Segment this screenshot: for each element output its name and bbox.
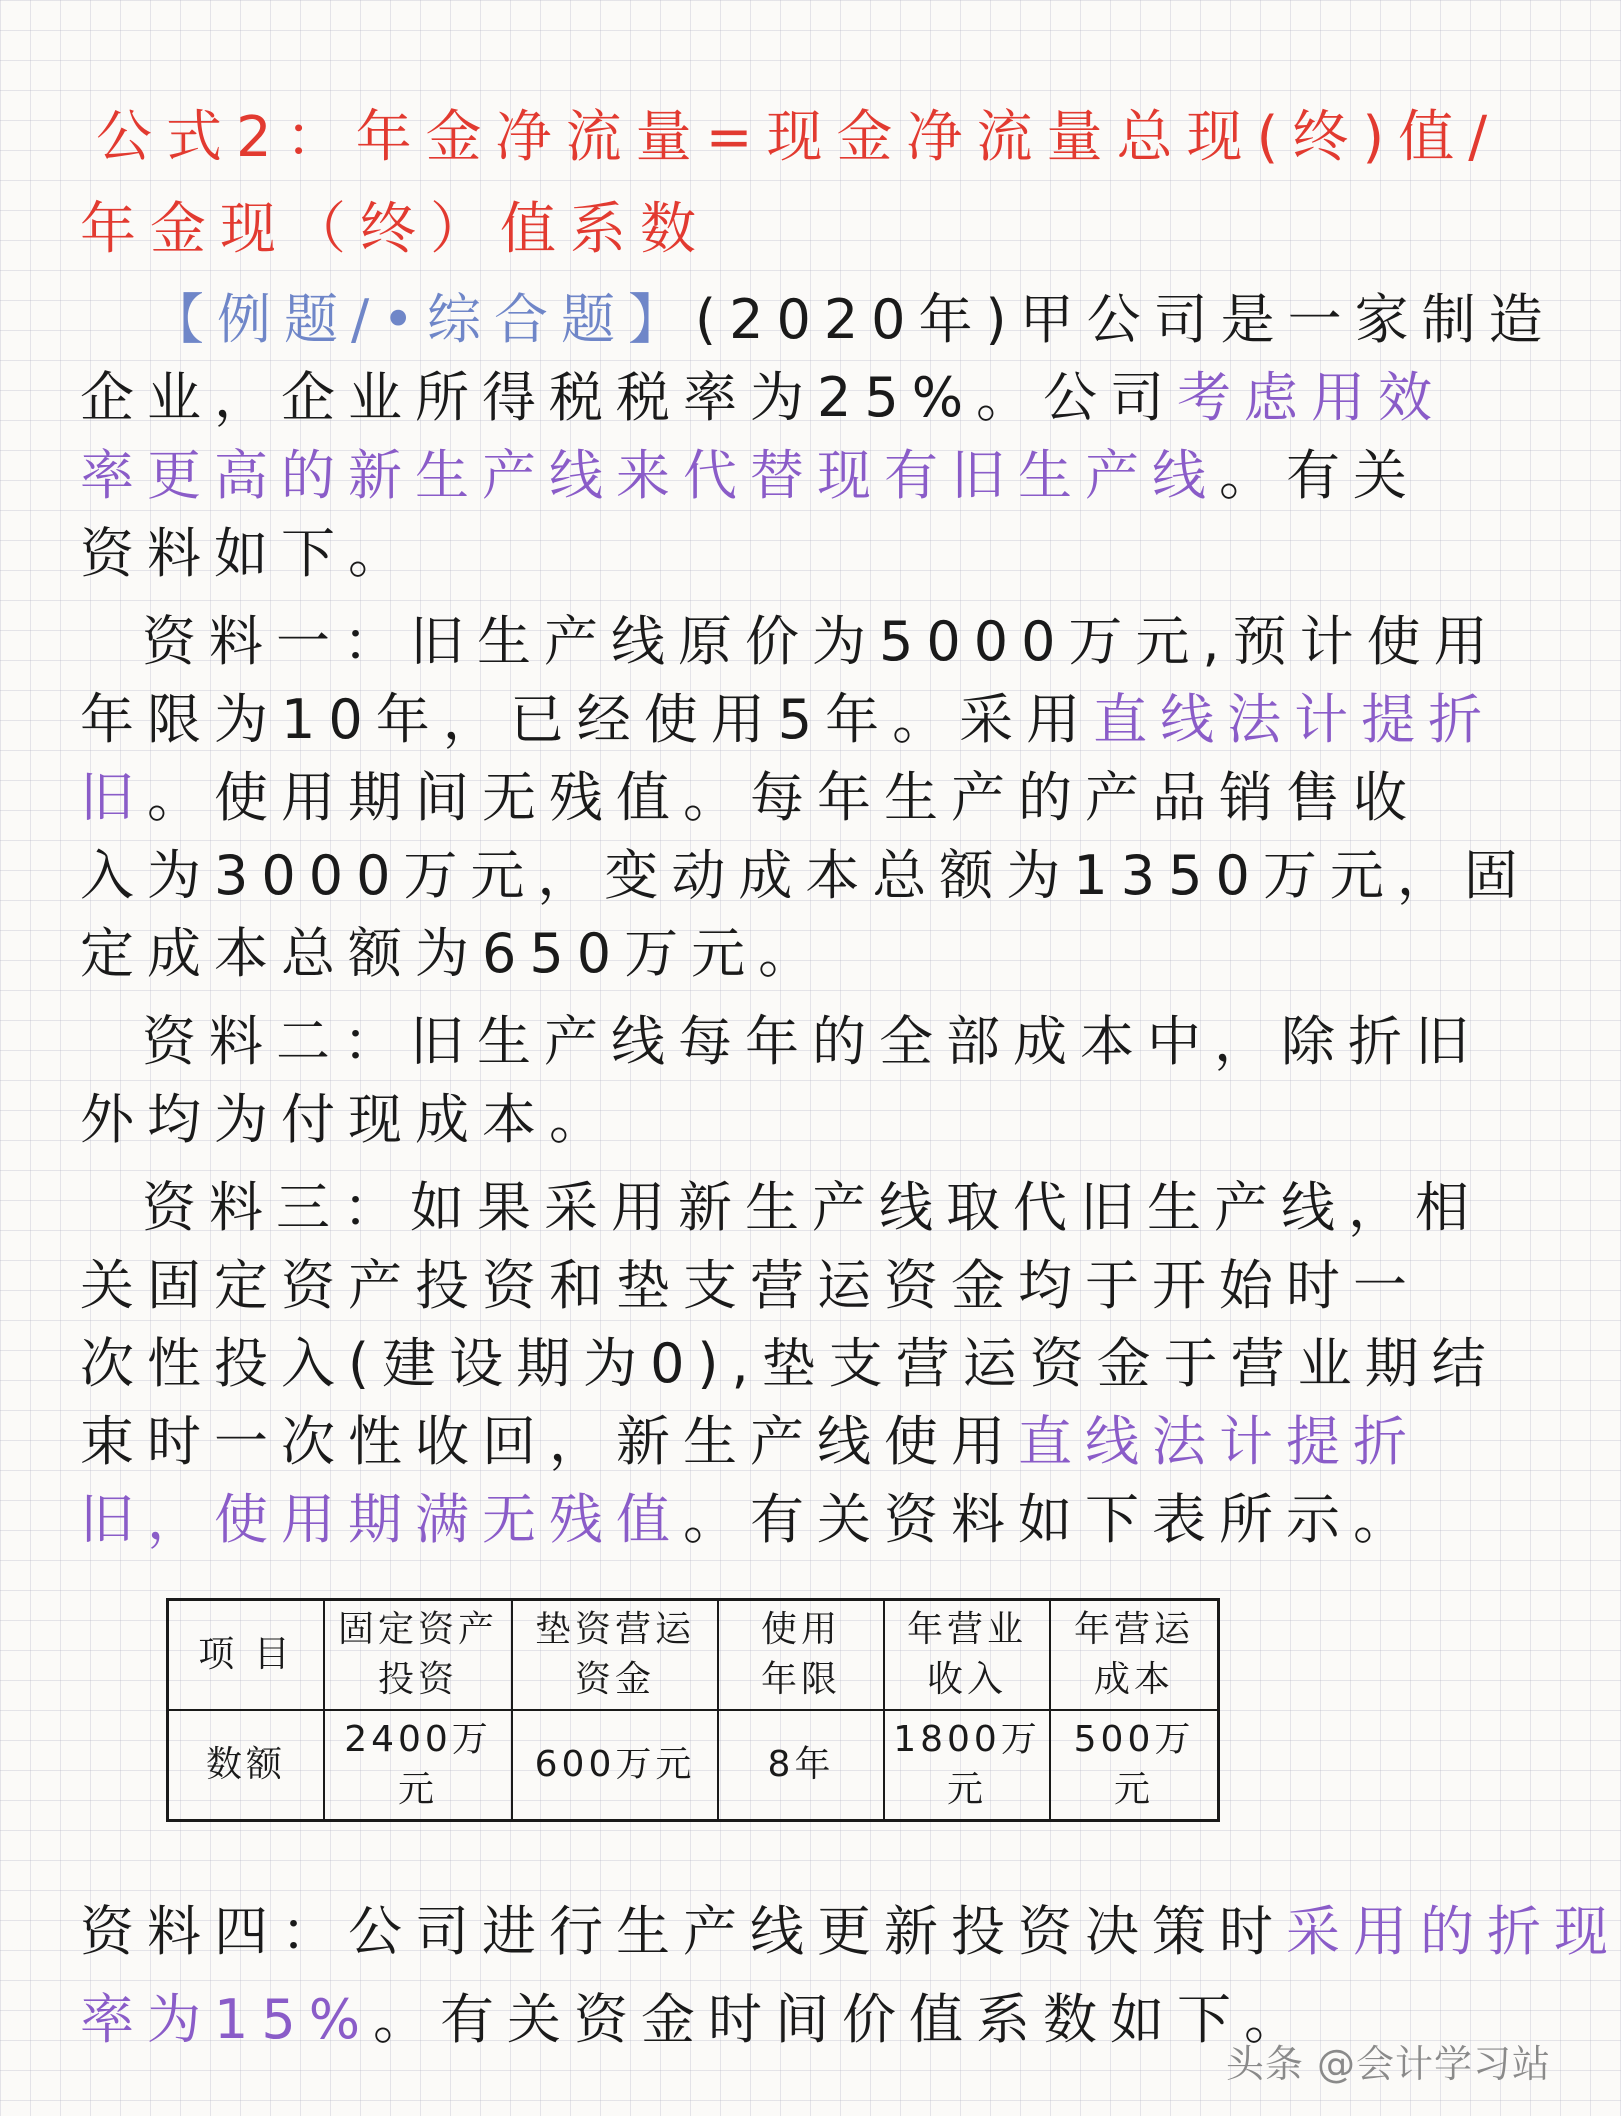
material1-line-3-highlight: 旧	[80, 766, 147, 829]
material1-line-5: 定成本总额为650万元。	[80, 922, 826, 985]
table-row-label: 数额	[168, 1710, 325, 1821]
material3-line-5-text: 。有关资料如下表所示。	[683, 1488, 1420, 1551]
material4-line-2-text: 。有关资金时间价值系数如下。	[373, 1988, 1312, 2051]
material4-line-2-highlight: 率为15%	[80, 1988, 374, 2051]
intro-line-3-highlight: 率更高的新生产线来代替现有旧生产线	[80, 444, 1219, 507]
table-header-annual-revenue: 年营业 收入	[884, 1600, 1050, 1711]
material4-line-1	[80, 1896, 1621, 1968]
table-header-row	[168, 1600, 1219, 1711]
table-header-item: 项 目	[168, 1600, 325, 1711]
material3-line-4-text: 束时一次性收回，新生产线使用	[80, 1410, 1018, 1473]
material1-line-3	[80, 762, 1420, 834]
material2-line-1: 资料二：旧生产线每年的全部成本中，除折旧	[142, 1010, 1482, 1073]
intro-line-4: 资料如下。	[80, 522, 415, 585]
intro-line-3	[80, 440, 1420, 512]
material3-line-4-highlight: 直线法计提折	[1018, 1410, 1420, 1473]
table-row	[168, 1710, 1219, 1821]
intro-line-2-highlight: 考虑用效	[1177, 366, 1446, 429]
table-cell-annual-revenue: 1800万 元	[884, 1710, 1050, 1821]
material1-line-2-text: 年限为10年，已经使用5年。采用	[80, 688, 1094, 751]
intro-line-2	[80, 362, 1445, 434]
table-header-working-capital: 垫资营运 资金	[512, 1600, 718, 1711]
material4-line-1-highlight: 采用的折现	[1286, 1900, 1621, 1963]
material1-line-2-highlight: 直线法计提折	[1093, 688, 1496, 751]
material2-line-2: 外均为付现成本。	[80, 1088, 616, 1151]
material1-line-2	[80, 684, 1495, 756]
table-cell-annual-cost: 500万元	[1050, 1710, 1219, 1821]
intro-line-3-text: 。有关	[1219, 444, 1420, 507]
table-header-fixed-asset: 固定资产 投资	[324, 1600, 512, 1711]
material3-line-5	[80, 1484, 1420, 1556]
intro-line-1-text: (2020年)甲公司是一家制造	[695, 288, 1556, 351]
intro-line-1	[150, 284, 1556, 356]
exercise-tag: 【例题/•综合题】	[150, 288, 696, 351]
new-line-data-table	[166, 1598, 1220, 1822]
material4-line-2	[80, 1984, 1311, 2056]
table-cell-useful-life: 8年	[718, 1710, 884, 1821]
material3-line-4	[80, 1406, 1420, 1478]
material1-line-4: 入为3000万元，变动成本总额为1350万元，固	[80, 844, 1531, 907]
watermark: 头条 @会计学习站	[1225, 2042, 1551, 2086]
formula-heading-line-1: 公式2：年金净流量=现金净流量总现(终)值/	[96, 105, 1502, 170]
material1-line-3-text: 。使用期间无残值。每年生产的产品销售收	[147, 766, 1420, 829]
table-header-useful-life: 使用 年限	[718, 1600, 884, 1711]
formula-heading-line-2: 年金现（终）值系数	[80, 197, 710, 262]
table-cell-fixed-asset: 2400万元	[324, 1710, 512, 1821]
material1-line-1: 资料一：旧生产线原价为5000万元,预计使用	[142, 610, 1501, 673]
material3-line-5-highlight: 旧，使用期满无残值	[80, 1488, 683, 1551]
material4-line-1-text: 资料四：公司进行生产线更新投资决策时	[80, 1900, 1286, 1963]
material3-line-3: 次性投入(建设期为0),垫支营运资金于营业期结	[80, 1332, 1499, 1395]
material3-line-1: 资料三：如果采用新生产线取代旧生产线，相	[142, 1176, 1482, 1239]
material3-line-2: 关固定资产投资和垫支营运资金均于开始时一	[80, 1254, 1420, 1317]
table-header-annual-cost: 年营运 成本	[1050, 1600, 1219, 1711]
intro-line-2-text: 企业，企业所得税税率为25%。公司	[80, 366, 1178, 429]
table-cell-working-capital: 600万元	[512, 1710, 718, 1821]
